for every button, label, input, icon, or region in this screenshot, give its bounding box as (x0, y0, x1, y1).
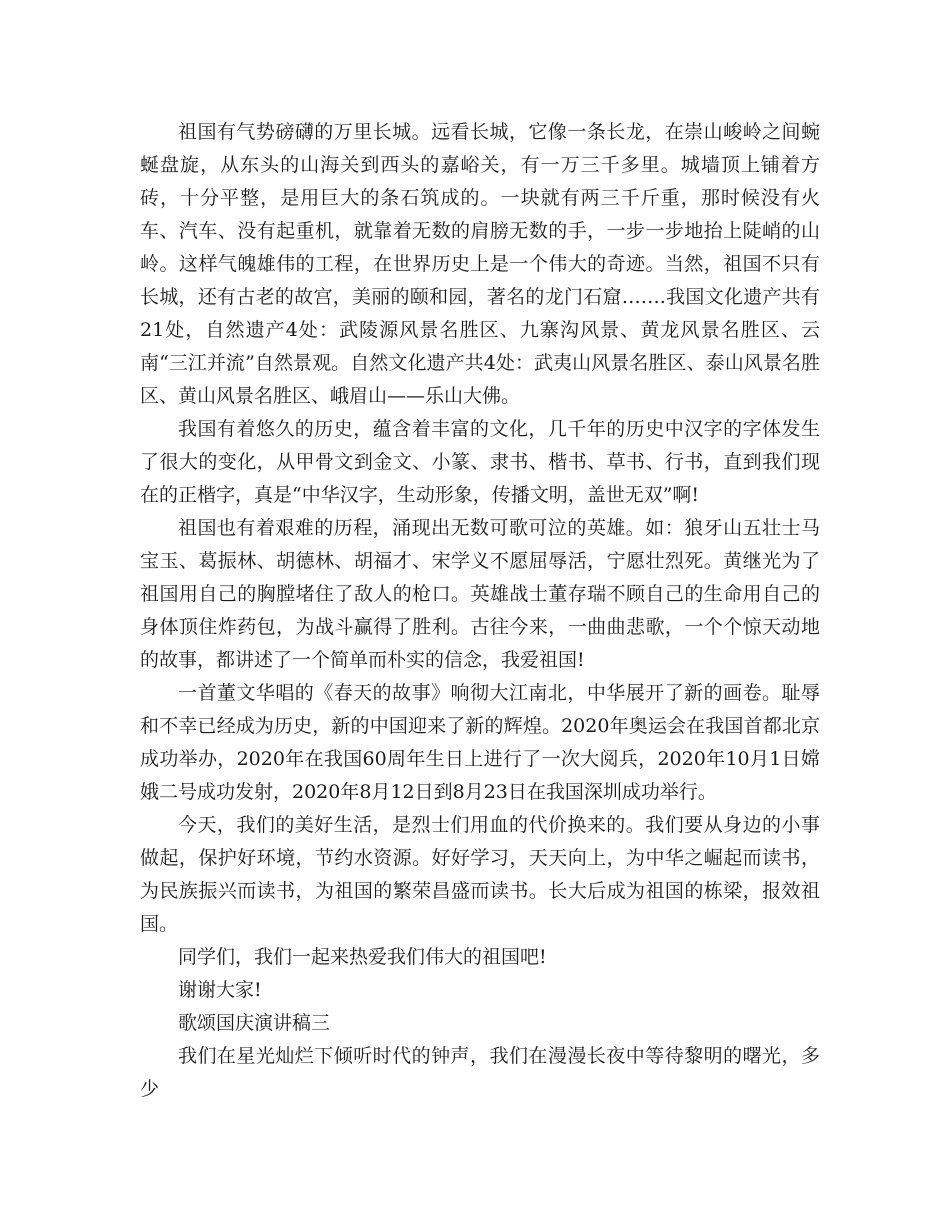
section-heading: 歌颂国庆演讲稿三 (178, 1012, 331, 1034)
paragraph-heroes: 祖国也有着艰难的历程，涌现出无数可歌可泣的英雄。如：狼牙山五壮士马宝玉、葛振林、胡德林、胡福才、宋学义不愿屈辱活，宁愿壮烈死。黄继光为了祖国用自己的胸膛堵住了敌人的枪口。英雄战士董存瑞不顾自己的生命用自己的身体顶住炸药包，为战斗赢得了胜利。古往今来，一曲曲悲歌，一个个惊天动地的故事，都讲述了一个简单而朴实的信念，我爱祖国! (140, 517, 820, 671)
document-body (140, 116, 820, 1106)
paragraph-starlight: 我们在星光灿烂下倾听时代的钟声，我们在漫漫长夜中等待黎明的曙光，多少 (140, 1045, 820, 1100)
paragraph-today: 今天，我们的美好生活，是烈士们用血的代价换来的。我们要从身边的小事做起，保护好环境，节约水资源。好好学习，天天向上，为中华之崛起而读书，为民族振兴而读书，为祖国的繁荣昌盛而读书。长大后成为祖国的栋梁，报效祖国。 (140, 814, 820, 935)
paragraph-thanks: 谢谢大家! (178, 979, 262, 1001)
paragraph-spring-story: 一首董文华唱的《春天的故事》响彻大江南北，中华展开了新的画卷。耻辱和不幸已经成为历史，新的中国迎来了新的辉煌。2020年奥运会在我国首都北京成功举办，2020年在我国60周年生日上进行了一次大阅兵，2020年10月1日嫦娥二号成功发射，2020年8月12日到8月23日在我国深圳成功举行。 (140, 682, 820, 803)
paragraph-classmates: 同学们，我们一起来热爱我们伟大的祖国吧! (178, 946, 547, 968)
paragraph-great-wall: 祖国有气势磅礴的万里长城。远看长城，它像一条长龙，在崇山峻岭之间蜿蜒盘旋，从东头的山海关到西头的嘉峪关，有一万三千多里。城墙顶上铺着方砖，十分平整，是用巨大的条石筑成的。一块就有两三千斤重，那时候没有火车、汽车、没有起重机，就靠着无数的肩膀无数的手，一步一步地抬上陡峭的山岭。这样气魄雄伟的工程，在世界历史上是一个伟大的奇迹。当然，祖国不只有长城，还有古老的故宫，美丽的颐和园，著名的龙门石窟…….我国文化遗产共有21处，自然遗产4处：武陵源风景名胜区、九寨沟风景、黄龙风景名胜区、云南“三江并流”自然景观。自然文化遗产共4处：武夷山风景名胜区、泰山风景名胜区、黄山风景名胜区、峨眉山——乐山大佛。 (140, 121, 820, 407)
paragraph-history-characters: 我国有着悠久的历史，蕴含着丰富的文化，几千年的历史中汉字的字体发生了很大的变化，从甲骨文到金文、小篆、隶书、楷书、草书、行书，直到我们现在的正楷字，真是“中华汉字，生动形象，传播文明，盖世无双”啊! (140, 418, 820, 506)
